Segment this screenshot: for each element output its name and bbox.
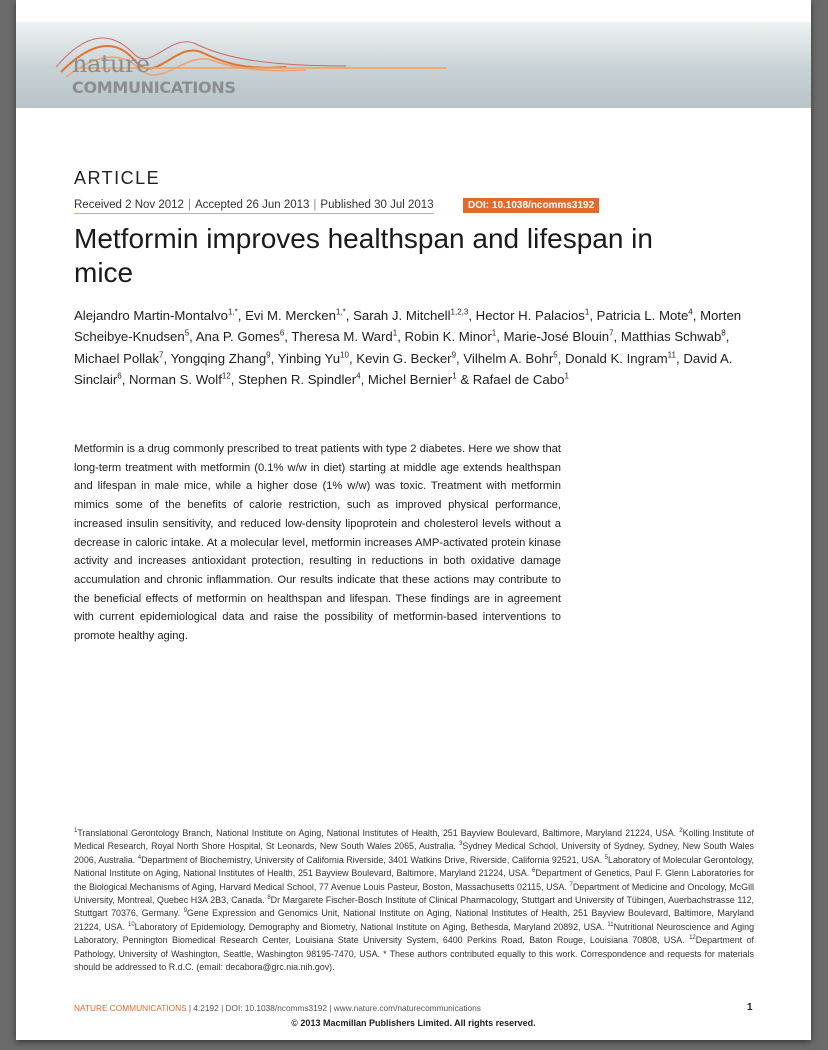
author-name: Rafael de Cabo$^1$ [472, 371, 569, 388]
article-title: Metformin improves healthspan and lifespan in mice [74, 223, 653, 288]
author-name: Robin K. Minor$^1$ [404, 329, 497, 345]
footer-citation: | 4:2192 | DOI: 10.1038/ncomms3192 | www.nature.com/naturecommunications [186, 1003, 481, 1013]
author-name: Morten Scheibye-Knudsen$^5$ [74, 308, 742, 345]
author-name: Donald K. Ingram$^{11}$ [565, 350, 676, 366]
author-name: Alejandro Martin-Montalvo$^{1,*}$ [74, 307, 238, 323]
author-name: Stephen R. Spindler$^4$ [238, 371, 361, 388]
affiliations [74, 827, 754, 974]
affiliation-item: $^4$Department of Biochemistry, University of California Riverside, 3401 Watkins Drive, Riverside, California 92521, USA. [137, 854, 603, 865]
author-name: Hector H. Palacios$^1$ [475, 307, 590, 323]
author-name: Ana P. Gomes$^6$ [195, 329, 285, 345]
doi-badge[interactable]: DOI: 10.1038/ncomms3192 [463, 198, 599, 213]
author-name: David A. Sinclair$^6$ [74, 350, 733, 388]
section-label: ARTICLE [74, 168, 161, 188]
author-name: Yongqing Zhang$^9$ [170, 350, 271, 366]
affiliation-item: $^9$Gene Expression and Genomics Unit, National Institute on Aging, National Institutes of Health, 251 Bayview Boulevard, Baltimore, Maryland 21224, USA. [74, 908, 754, 932]
copyright-notice: © 2013 Macmillan Publishers Limited. All rights reserved. [291, 1018, 536, 1028]
author-name: Patricia L. Mote$^4$ [596, 307, 693, 323]
affiliation-item: $^7$Department of Medicine and Oncology, McGill University, Montreal, Quebec H3A 2B3, Canada. [74, 881, 754, 906]
article-dates: Received 2 Nov 2012 | Accepted 26 Jun 2013 | Published 30 Jul 2013 [74, 199, 434, 214]
author-name: Marie-José Blouin$^7$ [503, 329, 614, 345]
author-name: Sarah J. Mitchell$^{1,2,3}$ [353, 307, 469, 323]
affiliation-item: $^6$Department of Genetics, Paul F. Glenn Laboratories for the Biological Mechanisms of Aging, Harvard Medical School, 77 Avenue Louis Pasteur, Boston, Massachusetts 02115, USA. [74, 868, 755, 892]
author-name: Michel Bernier$^1$ [367, 371, 457, 388]
affiliation-item: $^3$Sydney Medical School, University of Sydney, Sydney, New South Wales 2006, Australia. [74, 841, 754, 865]
affiliation-item: $^1$Translational Gerontology Branch, National Institute on Aging, National Institutes of Health, 251 Bayview Boulevard, Baltimore, Maryland 21224, USA. [74, 828, 677, 838]
affiliation-item: $^{10}$Laboratory of Epidemiology, Demography and Biometry, National Institute on Aging, Bethesda, Maryland 20892, USA. [127, 921, 605, 932]
affiliation-item: $^5$Laboratory of Molecular Gerontology, National Institute on Aging, National Institutes of Health, 251 Bayview Boulevard, Baltimore, Maryland 21224, USA. [74, 854, 754, 879]
page-footer [74, 1003, 754, 1013]
accepted-date: Accepted 26 Jun 2013 [194, 199, 310, 211]
abstract: Metformin is a drug commonly prescribed to treat patients with type 2 diabetes. Here we show that long-term treatment with metformin (0.1% w/w in diet) starting at middle age extends healthspan and lifespan in male mice, while a higher dose (1% w/w) was toxic. Treatment with metformin mimics some of the benefits of calorie restriction, such as improved physical performance, increased insulin sensitivity, and reduced low-density lipoprotein and cholesterol levels without a decrease in caloric intake. At a molecular level, metformin increases AMP-activated protein kinase activity and increases antioxidant protection, resulting in reductions in both oxidative damage accumulation and chronic inflammation. Our results indicate that these actions may contribute to the beneficial effects of metformin on healthspan and lifespan. These findings are in agreement with current epidemiological data and raise the possibility of metformin-based interventions to promote healthy aging. [74, 443, 561, 643]
journal-banner [16, 22, 811, 108]
journal-logo-nature: nature [72, 50, 150, 78]
affiliation-item: $^{11}$Nutritional Neuroscience and Aging Laboratory, Pennington Biomedical Research Center, Louisiana State University System, 6400 Perkins Road, Baton Rouge, Louisiana 70808, USA. [74, 921, 754, 946]
page-number: 1 [747, 1002, 753, 1013]
affiliation-item: $^{12}$Department of Pathology, University of Washington, Seattle, Washington 98195-7470, USA. [74, 935, 754, 959]
author-name: Matthias Schwab$^8$ [620, 329, 726, 345]
correspondence-note: * These authors contributed equally to this work. Correspondence and requests for materials should be addressed to R.d.C. (email: decabora@grc.nia.nih.gov). [74, 948, 754, 973]
author-name: Theresa M. Ward$^1$ [291, 329, 398, 345]
affiliation-item: $^8$Dr Margarete Fischer-Bosch Institute of Clinical Pharmacology, Stuttgart and University of Tübingen, Auerbachstrasse 112, Stuttgart 70376, Germany. [74, 895, 754, 919]
received-date: Received 2 Nov 2012 [74, 199, 184, 211]
article-page [16, 0, 811, 1040]
affiliation-item: $^2$Kolling Institute of Medical Research, Royal North Shore Hospital, St Leonards, New South Wales 2065, Australia. [74, 828, 755, 852]
author-name: Yinbing Yu$^{10}$ [277, 350, 349, 366]
journal-logo-communications: COMMUNICATIONS [72, 78, 236, 97]
author-name: Kevin G. Becker$^9$ [356, 350, 457, 366]
footer-journal-name: NATURE COMMUNICATIONS [74, 1003, 187, 1013]
published-date: Published 30 Jul 2013 [320, 199, 434, 211]
author-name: Norman S. Wolf$^{12}$ [129, 371, 231, 388]
author-name: Michael Pollak$^7$ [74, 350, 164, 366]
author-name: Evi M. Mercken$^{1,*}$ [245, 307, 346, 323]
author-list: Alejandro Martin-Montalvo$^{1,*}$, Evi M. Mercken$^{1,*}$, Sarah J. Mitchell$^{1,2,3}$, Hector H. Palacios$^1$, Patricia L. Mote$^4$, Morten Scheibye-Knudsen$^5$, Ana P. Gomes$^6$, Theresa M. Ward$^1$, Robin K. Minor$^1$, Marie-José Blouin$^7$, Matthias Schwab$^8$, Michael Pollak$^7$, Yongqing Zhang$^9$, Yinbing Yu$^{10}$, Kevin G. Becker$^9$, Vilhelm A. Bohr$^5$, Donald K. Ingram$^{11}$, David A. Sinclair$^6$, Norman S. Wolf$^{12}$, Stephen R. Spindler$^4$, Michel Bernier$^1$ & Rafael de Cabo$^1$ [74, 307, 742, 388]
author-name: Vilhelm A. Bohr$^5$ [463, 350, 558, 366]
